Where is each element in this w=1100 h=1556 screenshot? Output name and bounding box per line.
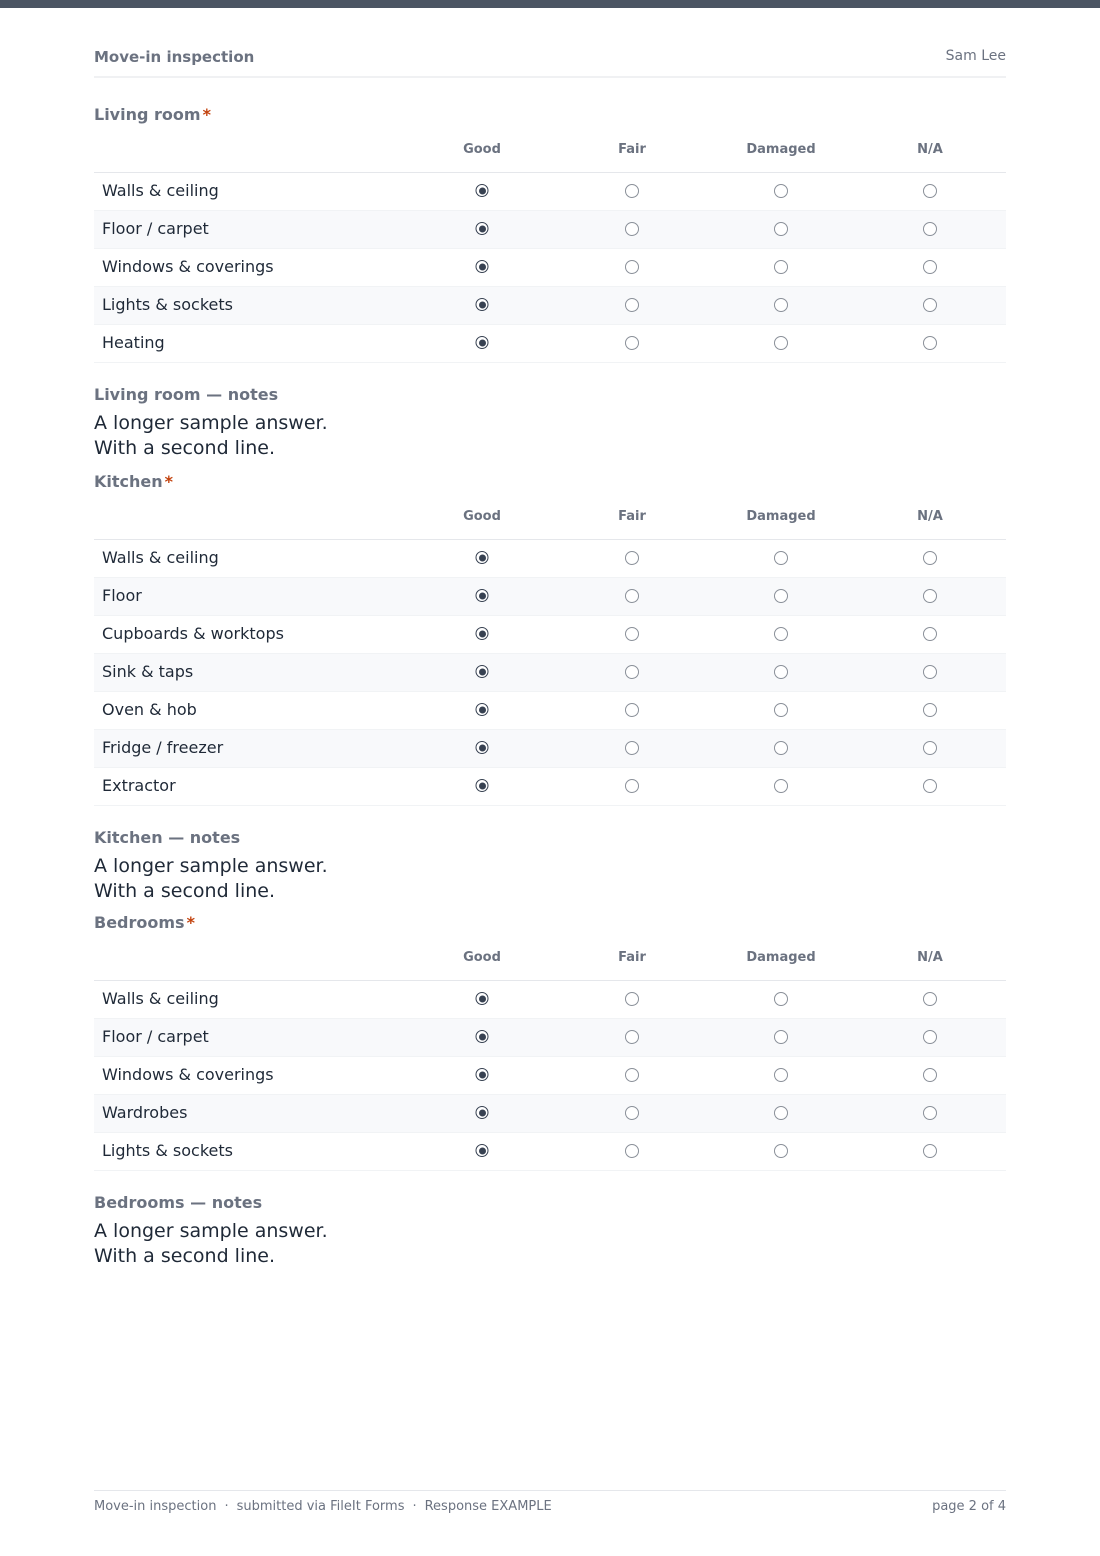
question-label-text: Kitchen <box>94 472 163 491</box>
row-label: Lights & sockets <box>102 295 233 314</box>
column-header: Fair <box>618 950 646 965</box>
radio-selected[interactable] <box>476 1106 489 1119</box>
radio-unselected[interactable] <box>774 589 788 603</box>
column-header: Damaged <box>746 142 816 157</box>
row-label: Floor / carpet <box>102 219 209 238</box>
radio-unselected[interactable] <box>923 551 937 565</box>
radio-selected[interactable] <box>476 298 489 311</box>
radio-unselected[interactable] <box>774 222 788 236</box>
notes-label: Living room — notes <box>94 385 279 404</box>
notes-answer <box>94 1219 1006 1269</box>
footer-separator: · <box>412 1499 417 1514</box>
radio-unselected[interactable] <box>774 665 788 679</box>
notes-answer <box>94 854 1006 904</box>
required-asterisk: * <box>202 105 211 124</box>
question-label-text: Living room <box>94 105 201 124</box>
radio-unselected[interactable] <box>774 551 788 565</box>
radio-selected[interactable] <box>476 665 489 678</box>
notes-line: With a second line. <box>94 437 275 459</box>
notes-line: With a second line. <box>94 880 275 902</box>
radio-unselected[interactable] <box>923 741 937 755</box>
radio-unselected[interactable] <box>923 336 937 350</box>
column-header: Good <box>463 142 501 157</box>
radio-selected[interactable] <box>476 260 489 273</box>
rating-grid <box>94 946 1006 1171</box>
radio-unselected[interactable] <box>625 779 639 793</box>
page-header <box>94 48 1006 78</box>
question-label <box>94 471 1006 493</box>
radio-unselected[interactable] <box>774 992 788 1006</box>
grid-row <box>94 981 1006 1019</box>
grid-row <box>94 287 1006 325</box>
grid-header <box>94 138 1006 173</box>
column-header: Fair <box>618 142 646 157</box>
row-label: Windows & coverings <box>102 1065 274 1084</box>
radio-unselected[interactable] <box>625 184 639 198</box>
radio-unselected[interactable] <box>625 589 639 603</box>
section-2 <box>94 912 1006 1269</box>
grid-row <box>94 692 1006 730</box>
notes-line: With a second line. <box>94 1245 275 1267</box>
question-label <box>94 104 1006 126</box>
page-number: page 2 of 4 <box>932 1499 1006 1514</box>
radio-unselected[interactable] <box>774 703 788 717</box>
question-label <box>94 912 1006 934</box>
radio-unselected[interactable] <box>774 1030 788 1044</box>
radio-unselected[interactable] <box>625 551 639 565</box>
column-header: N/A <box>917 950 943 965</box>
radio-unselected[interactable] <box>923 1144 937 1158</box>
column-header: Damaged <box>746 950 816 965</box>
radio-unselected[interactable] <box>774 1106 788 1120</box>
grid-row <box>94 249 1006 287</box>
radio-unselected[interactable] <box>625 1030 639 1044</box>
radio-selected[interactable] <box>476 1068 489 1081</box>
notes-line: A longer sample answer. <box>94 1220 328 1242</box>
radio-unselected[interactable] <box>774 260 788 274</box>
radio-unselected[interactable] <box>923 627 937 641</box>
radio-unselected[interactable] <box>625 336 639 350</box>
column-header: Fair <box>618 509 646 524</box>
radio-unselected[interactable] <box>625 992 639 1006</box>
radio-selected[interactable] <box>476 779 489 792</box>
rating-grid <box>94 138 1006 363</box>
row-label: Walls & ceiling <box>102 181 219 200</box>
radio-unselected[interactable] <box>923 589 937 603</box>
radio-unselected[interactable] <box>625 1144 639 1158</box>
respondent-name: Sam Lee <box>945 48 1006 64</box>
radio-unselected[interactable] <box>923 184 937 198</box>
row-label: Wardrobes <box>102 1103 188 1122</box>
grid-row <box>94 654 1006 692</box>
radio-selected[interactable] <box>476 551 489 564</box>
radio-selected[interactable] <box>476 741 489 754</box>
radio-selected[interactable] <box>476 992 489 1005</box>
radio-unselected[interactable] <box>625 298 639 312</box>
section-0 <box>94 104 1006 461</box>
radio-selected[interactable] <box>476 1030 489 1043</box>
footer-submitted: submitted via FileIt Forms <box>236 1499 405 1514</box>
radio-unselected[interactable] <box>774 184 788 198</box>
required-asterisk: * <box>186 913 195 932</box>
rating-grid <box>94 505 1006 806</box>
row-label: Walls & ceiling <box>102 548 219 567</box>
grid-row <box>94 616 1006 654</box>
grid-row <box>94 1095 1006 1133</box>
radio-unselected[interactable] <box>774 336 788 350</box>
radio-unselected[interactable] <box>923 1106 937 1120</box>
radio-selected[interactable] <box>476 589 489 602</box>
radio-unselected[interactable] <box>923 992 937 1006</box>
page-footer <box>94 1490 1006 1521</box>
row-label: Windows & coverings <box>102 257 274 276</box>
column-header: Damaged <box>746 509 816 524</box>
grid-row <box>94 1133 1006 1171</box>
question-label-text: Bedrooms <box>94 913 185 932</box>
row-label: Floor <box>102 586 142 605</box>
notes-label: Bedrooms — notes <box>94 1193 263 1212</box>
row-label: Oven & hob <box>102 700 197 719</box>
radio-unselected[interactable] <box>625 741 639 755</box>
radio-unselected[interactable] <box>625 222 639 236</box>
row-label: Cupboards & worktops <box>102 624 284 643</box>
column-header: Good <box>463 950 501 965</box>
radio-unselected[interactable] <box>923 779 937 793</box>
grid-row <box>94 1057 1006 1095</box>
column-header: N/A <box>917 142 943 157</box>
grid-header <box>94 505 1006 540</box>
radio-selected[interactable] <box>476 703 489 716</box>
grid-row <box>94 730 1006 768</box>
row-label: Lights & sockets <box>102 1141 233 1160</box>
grid-row <box>94 1019 1006 1057</box>
footer-info <box>94 1499 552 1514</box>
footer-form-name: Move-in inspection <box>94 1499 217 1514</box>
row-label: Heating <box>102 333 165 352</box>
radio-selected[interactable] <box>476 184 489 197</box>
radio-unselected[interactable] <box>923 298 937 312</box>
radio-selected[interactable] <box>476 627 489 640</box>
required-asterisk: * <box>164 472 174 491</box>
radio-unselected[interactable] <box>774 1068 788 1082</box>
top-accent-bar <box>0 0 1100 8</box>
notes-line: A longer sample answer. <box>94 412 328 434</box>
radio-unselected[interactable] <box>774 741 788 755</box>
row-label: Sink & taps <box>102 662 194 681</box>
grid-row <box>94 173 1006 211</box>
radio-unselected[interactable] <box>625 1106 639 1120</box>
row-label: Extractor <box>102 776 176 795</box>
radio-unselected[interactable] <box>774 627 788 641</box>
notes-label: Kitchen — notes <box>94 828 241 847</box>
radio-unselected[interactable] <box>625 627 639 641</box>
radio-unselected[interactable] <box>923 1068 937 1082</box>
radio-unselected[interactable] <box>774 298 788 312</box>
radio-unselected[interactable] <box>625 665 639 679</box>
grid-row <box>94 211 1006 249</box>
column-header: N/A <box>917 509 943 524</box>
column-header: Good <box>463 509 501 524</box>
form-title: Move-in inspection <box>94 48 255 66</box>
notes-line: A longer sample answer. <box>94 855 328 877</box>
radio-unselected[interactable] <box>923 703 937 717</box>
grid-row <box>94 578 1006 616</box>
row-label: Fridge / freezer <box>102 738 224 757</box>
radio-unselected[interactable] <box>923 260 937 274</box>
row-label: Walls & ceiling <box>102 989 219 1008</box>
radio-selected[interactable] <box>476 1144 489 1157</box>
notes-answer <box>94 411 1006 461</box>
radio-unselected[interactable] <box>625 1068 639 1082</box>
radio-unselected[interactable] <box>625 260 639 274</box>
grid-row <box>94 768 1006 806</box>
grid-row <box>94 540 1006 578</box>
radio-unselected[interactable] <box>625 703 639 717</box>
footer-response: Response EXAMPLE <box>424 1499 552 1514</box>
radio-unselected[interactable] <box>923 665 937 679</box>
radio-unselected[interactable] <box>774 1144 788 1158</box>
radio-unselected[interactable] <box>774 779 788 793</box>
section-1 <box>94 471 1006 904</box>
radio-unselected[interactable] <box>923 1030 937 1044</box>
radio-unselected[interactable] <box>923 222 937 236</box>
footer-separator: · <box>224 1499 229 1514</box>
grid-row <box>94 325 1006 363</box>
row-label: Floor / carpet <box>102 1027 209 1046</box>
grid-header <box>94 946 1006 981</box>
radio-selected[interactable] <box>476 336 489 349</box>
radio-selected[interactable] <box>476 222 489 235</box>
